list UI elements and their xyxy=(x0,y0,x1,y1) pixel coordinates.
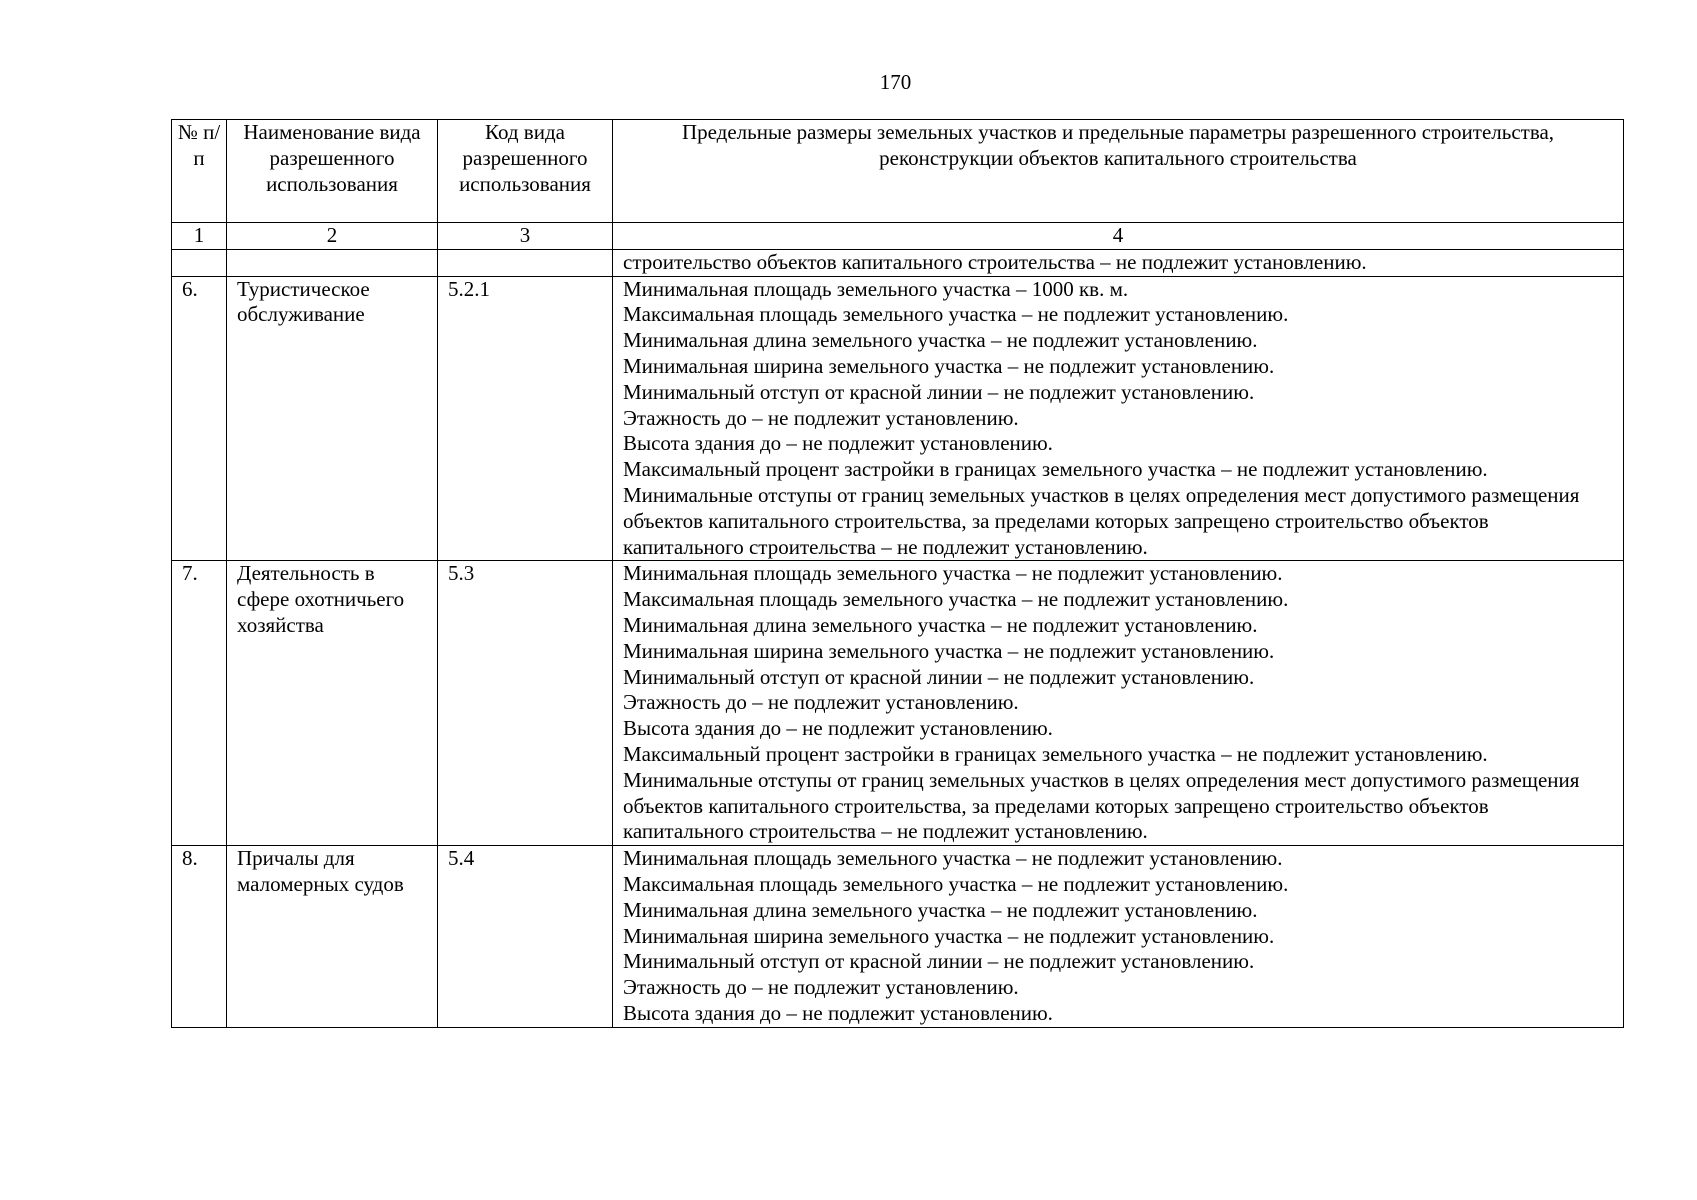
parameter-line: Минимальная площадь земельного участка – не подлежит установлению. xyxy=(623,561,1283,586)
parameter-line: Максимальный процент застройки в границах земельного участка – не подлежит установлению. xyxy=(623,741,1488,766)
continuation-row xyxy=(172,249,1624,276)
parameter-line: Минимальная длина земельного участка – не подлежит установлению. xyxy=(623,328,1258,353)
parameter-line: Минимальная ширина земельного участка – не подлежит установлению. xyxy=(623,638,1275,663)
header-use-code: Код вида разрешенного использования xyxy=(438,120,613,223)
column-number: 4 xyxy=(613,223,1624,250)
use-code: 5.4 xyxy=(438,846,613,1028)
land-use-table xyxy=(171,119,1624,1028)
page-number: 170 xyxy=(879,70,912,94)
column-number-row xyxy=(172,223,1624,250)
parameter-line: Минимальные отступы от границ земельных участков в целях определения мест допустимого размещения объектов капитального строительства, за пределами которых запрещено строительство объектов капитального строительства – не подлежит установлению. xyxy=(623,482,1580,559)
use-name: Туристическое обслуживание xyxy=(227,276,438,561)
parameters-cell xyxy=(613,561,1624,846)
use-code: 5.2.1 xyxy=(438,276,613,561)
parameter-line: Минимальный отступ от красной линии – не подлежит установлению. xyxy=(623,664,1255,689)
column-number: 3 xyxy=(438,223,613,250)
parameter-line: Минимальная ширина земельного участка – не подлежит установлению. xyxy=(623,923,1275,948)
continuation-empty-cell xyxy=(227,249,438,276)
header-use-name: Наименование вида разрешенного использования xyxy=(227,120,438,223)
parameters-cell xyxy=(613,276,1624,561)
column-number: 2 xyxy=(227,223,438,250)
use-name: Причалы для маломерных судов xyxy=(227,846,438,1028)
table-row xyxy=(172,846,1624,1028)
parameter-line: Минимальные отступы от границ земельных участков в целях определения мест допустимого размещения объектов капитального строительства, за пределами которых запрещено строительство объектов капитального строительства – не подлежит установлению. xyxy=(623,767,1580,844)
header-number: № п/п xyxy=(172,120,227,223)
parameter-line: Максимальная площадь земельного участка – не подлежит установлению. xyxy=(623,587,1289,612)
parameter-line: Высота здания до – не подлежит установлению. xyxy=(623,1000,1053,1025)
column-number: 1 xyxy=(172,223,227,250)
parameter-line: Этажность до – не подлежит установлению. xyxy=(623,975,1019,1000)
parameter-line: Высота здания до – не подлежит установлению. xyxy=(623,431,1053,456)
continuation-empty-cell xyxy=(172,249,227,276)
header-row xyxy=(172,120,1624,223)
parameter-line: Высота здания до – не подлежит установлению. xyxy=(623,716,1053,741)
use-code: 5.3 xyxy=(438,561,613,846)
parameter-line: Минимальная площадь земельного участка – 1000 кв. м. xyxy=(623,276,1129,301)
parameter-line: Максимальный процент застройки в границах земельного участка – не подлежит установлению. xyxy=(623,457,1488,482)
parameters-cell xyxy=(613,846,1624,1028)
parameter-line: Минимальная длина земельного участка – не подлежит установлению. xyxy=(623,897,1258,922)
parameter-line: Минимальный отступ от красной линии – не подлежит установлению. xyxy=(623,949,1255,974)
table-row xyxy=(172,561,1624,846)
parameter-line: Этажность до – не подлежит установлению. xyxy=(623,690,1019,715)
parameter-line: Минимальная ширина земельного участка – не подлежит установлению. xyxy=(623,353,1275,378)
parameter-line: Максимальная площадь земельного участка – не подлежит установлению. xyxy=(623,302,1289,327)
parameter-line: Минимальная длина земельного участка – не подлежит установлению. xyxy=(623,612,1258,637)
parameter-line: Минимальная площадь земельного участка – не подлежит установлению. xyxy=(623,846,1283,871)
row-number: 7. xyxy=(172,561,227,846)
parameter-line: Этажность до – не подлежит установлению. xyxy=(623,405,1019,430)
parameter-line: Минимальный отступ от красной линии – не подлежит установлению. xyxy=(623,379,1255,404)
continuation-empty-cell xyxy=(438,249,613,276)
continuation-text: строительство объектов капитального строительства – не подлежит установлению. xyxy=(613,249,1624,276)
row-number: 6. xyxy=(172,276,227,561)
table-row xyxy=(172,276,1624,561)
header-parameters: Предельные размеры земельных участков и предельные параметры разрешенного строительства, реконструкции объектов капитального строительства xyxy=(613,120,1624,223)
parameter-line: Максимальная площадь земельного участка – не подлежит установлению. xyxy=(623,871,1289,896)
table-body xyxy=(172,249,1624,1027)
use-name: Деятельность в сфере охотничьего хозяйства xyxy=(227,561,438,846)
row-number: 8. xyxy=(172,846,227,1028)
